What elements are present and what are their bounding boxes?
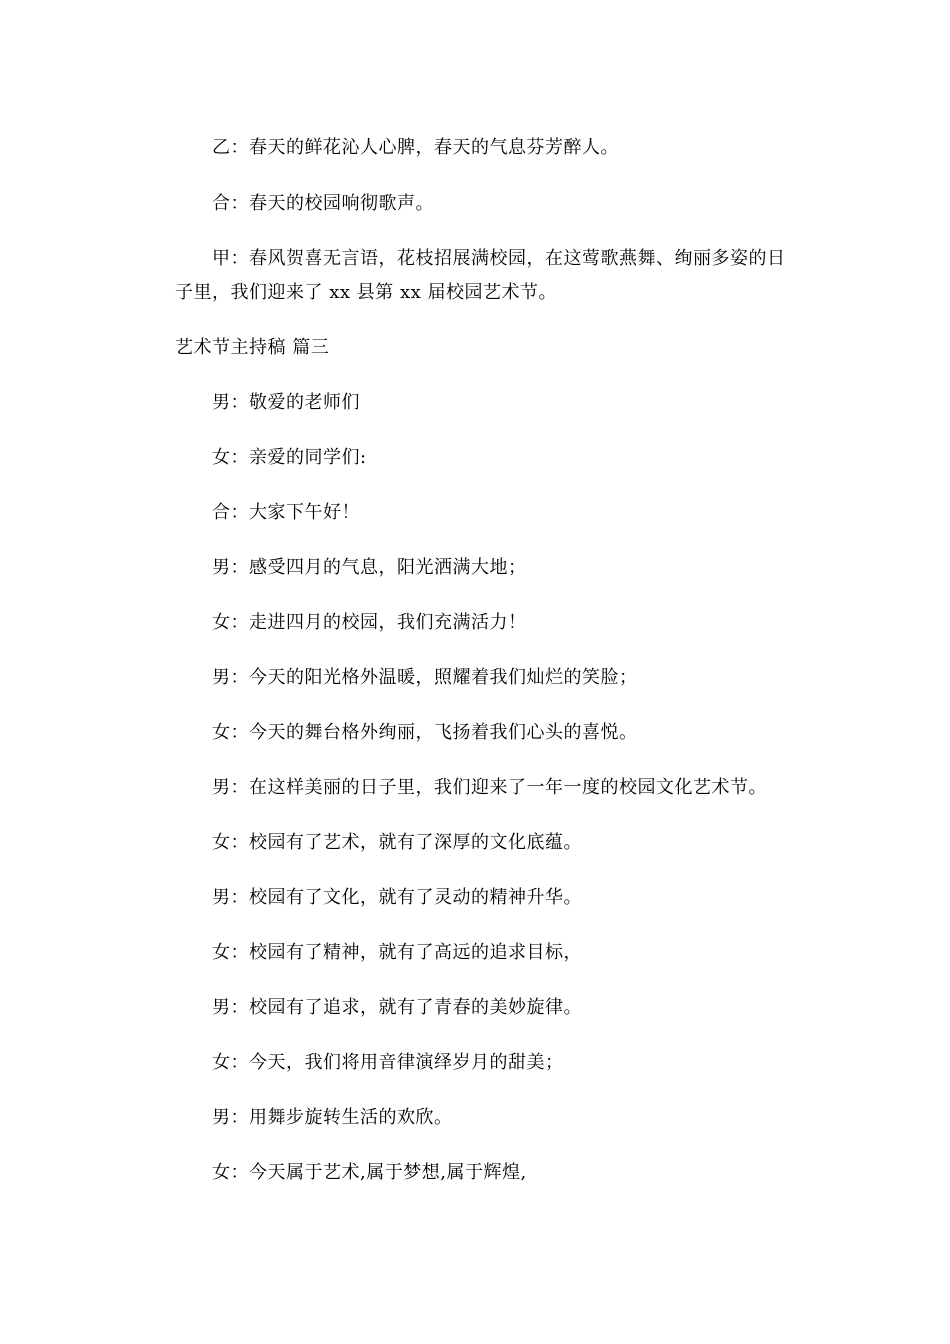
section-heading: 艺术节主持稿 篇三 bbox=[175, 337, 330, 358]
dialogue-line: 合：大家下午好！ bbox=[212, 502, 360, 523]
dialogue-line: 乙：春天的鲜花沁人心脾，春天的气息芬芳醉人。 bbox=[212, 137, 619, 158]
dialogue-line: 合：春天的校园响彻歌声。 bbox=[212, 193, 434, 214]
dialogue-line: 男：用舞步旋转生活的欢欣。 bbox=[212, 1107, 453, 1128]
dialogue-line-continuation: 子里，我们迎来了 xx 县第 xx 届校园艺术节。 bbox=[175, 282, 557, 303]
dialogue-line: 女：亲爱的同学们: bbox=[212, 447, 367, 468]
dialogue-line: 甲：春风贺喜无言语，花枝招展满校园，在这莺歌燕舞、绚丽多姿的日 bbox=[212, 248, 786, 269]
dialogue-line: 女：今天，我们将用音律演绎岁月的甜美； bbox=[212, 1052, 564, 1073]
dialogue-line: 女：走进四月的校园，我们充满活力！ bbox=[212, 612, 527, 633]
dialogue-line: 男：校园有了追求，就有了青春的美妙旋律。 bbox=[212, 997, 582, 1018]
dialogue-line: 女：校园有了精神，就有了高远的追求目标， bbox=[212, 942, 582, 963]
dialogue-line: 男：今天的阳光格外温暖，照耀着我们灿烂的笑脸； bbox=[212, 667, 638, 688]
dialogue-line: 男：在这样美丽的日子里，我们迎来了一年一度的校园文化艺术节。 bbox=[212, 777, 767, 798]
dialogue-line: 男：敬爱的老师们 bbox=[212, 392, 360, 413]
dialogue-line: 女：今天属于艺术,属于梦想,属于辉煌, bbox=[212, 1162, 527, 1183]
dialogue-line: 男：感受四月的气息，阳光洒满大地； bbox=[212, 557, 527, 578]
dialogue-line: 女：校园有了艺术，就有了深厚的文化底蕴。 bbox=[212, 832, 582, 853]
dialogue-line: 男：校园有了文化，就有了灵动的精神升华。 bbox=[212, 887, 582, 908]
dialogue-line: 女：今天的舞台格外绚丽，飞扬着我们心头的喜悦。 bbox=[212, 722, 638, 743]
